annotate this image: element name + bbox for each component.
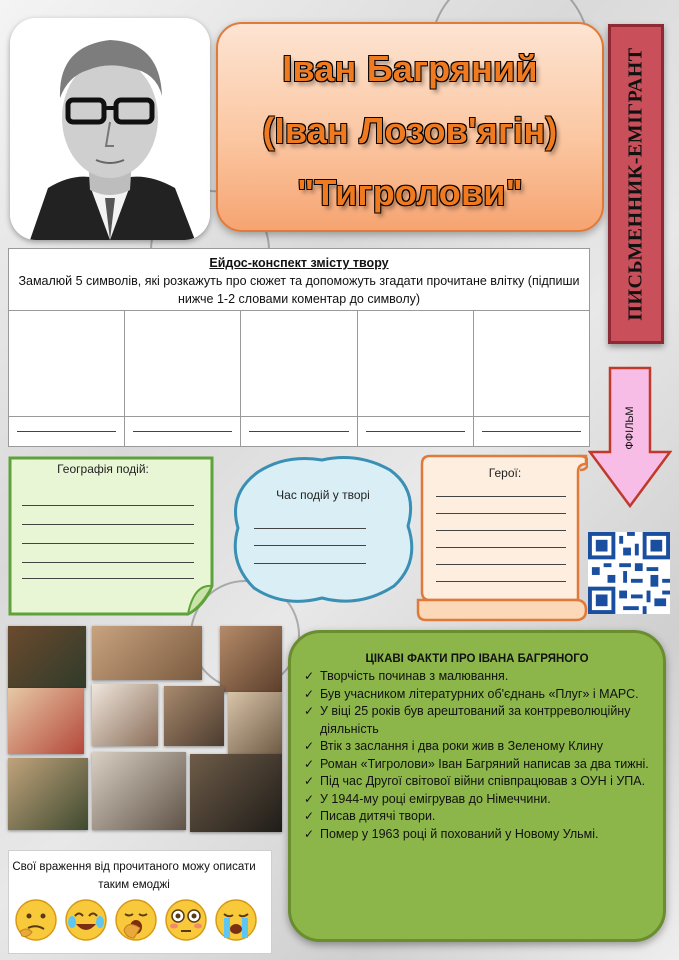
- list-item: ✓ Втік з заслання і два роки жив в Зеленому Клину: [304, 738, 654, 756]
- qr-code-icon[interactable]: [588, 532, 670, 614]
- list-item: ✓ Писав дитячі твори.: [304, 808, 654, 826]
- film-stills-collage: [8, 626, 283, 838]
- list-item: ✓ У 1944-му році емігрував до Німеччини.: [304, 791, 654, 809]
- symbol-cell[interactable]: [358, 311, 474, 446]
- write-line[interactable]: [22, 562, 194, 563]
- table-header: [9, 249, 589, 311]
- write-line[interactable]: [436, 564, 566, 565]
- write-line[interactable]: [22, 543, 194, 544]
- write-line[interactable]: [436, 547, 566, 548]
- write-line[interactable]: [436, 581, 566, 582]
- write-line[interactable]: [436, 530, 566, 531]
- time-of-events-label: Час подій у творі: [276, 488, 370, 502]
- list-item: ✓ У віці 25 років був арештований за контрреволюційну діяльність: [304, 703, 654, 738]
- film-still-photo: [92, 684, 158, 746]
- heroes-label: Герої:: [488, 466, 522, 480]
- film-still-photo: [8, 626, 86, 688]
- write-line[interactable]: [436, 513, 566, 514]
- author-real-name: (Іван Лозов'ягін): [262, 110, 558, 151]
- writer-emigrant-banner: [608, 24, 664, 344]
- author-name: Іван Багряний: [282, 48, 538, 89]
- list-item: ✓ Роман «Тигролови» Іван Багряний написав за два тижні.: [304, 756, 654, 774]
- facts-title: ЦІКАВІ ФАКТИ ПРО ІВАНА БАГРЯНОГО: [365, 653, 589, 665]
- write-line[interactable]: [22, 505, 194, 506]
- geography-note[interactable]: [8, 456, 214, 616]
- list-item: ✓ Під час Другої світової війни співпрацював з ОУН і УПА.: [304, 773, 654, 791]
- symbol-cell[interactable]: [474, 311, 589, 446]
- joy-face-icon[interactable]: [64, 898, 108, 942]
- novel-title: "Тигролови": [297, 172, 523, 213]
- write-line[interactable]: [22, 524, 194, 525]
- time-of-events-shape[interactable]: [226, 450, 420, 610]
- list-item: ✓ Творчість починав з малювання.: [304, 668, 654, 686]
- write-line[interactable]: [254, 528, 366, 529]
- eidos-summary-table: [8, 248, 590, 447]
- symbol-cell[interactable]: [9, 311, 125, 446]
- film-still-photo: [8, 758, 88, 830]
- film-label: ФФІЛЬМ: [624, 406, 636, 450]
- geography-label: Географія подій:: [57, 462, 149, 476]
- banner-text: ПИСЬМЕННИК-ЕМІГРАНТ: [624, 47, 647, 321]
- write-line[interactable]: [254, 545, 366, 546]
- crying-face-icon[interactable]: [214, 898, 258, 942]
- film-still-photo: [92, 626, 202, 680]
- author-portrait: [10, 18, 210, 240]
- table-heading: Ейдос-конспект змісту твору: [209, 256, 389, 270]
- write-line[interactable]: [436, 496, 566, 497]
- list-item: ✓ Був учасником літературних об'єднань «Плуг» і МАРС.: [304, 686, 654, 704]
- flushed-face-icon[interactable]: [164, 898, 208, 942]
- write-line[interactable]: [22, 578, 194, 579]
- emoji-prompt: Свої враження від прочитаного можу описати таким емоджі: [12, 861, 256, 891]
- film-still-photo: [228, 692, 282, 754]
- thinking-face-icon[interactable]: [14, 898, 58, 942]
- symbol-cell[interactable]: [241, 311, 357, 446]
- list-item: ✓ Помер у 1963 році й похований у Новому Ульмі.: [304, 826, 654, 844]
- title-panel: [216, 22, 604, 232]
- write-line[interactable]: [254, 563, 366, 564]
- film-still-photo: [8, 688, 84, 754]
- film-still-photo: [190, 754, 282, 832]
- film-still-photo: [164, 686, 224, 746]
- table-instruction: Замалюй 5 символів, які розкажуть про сюжет та допоможуть згадати прочитане влітку (підпиши нижче 1-2 словами коментар до символу): [18, 274, 580, 306]
- film-still-photo: [92, 752, 186, 830]
- yawning-face-icon[interactable]: [114, 898, 158, 942]
- film-still-photo: [220, 626, 282, 692]
- facts-list: [304, 668, 654, 843]
- symbol-cell[interactable]: [125, 311, 241, 446]
